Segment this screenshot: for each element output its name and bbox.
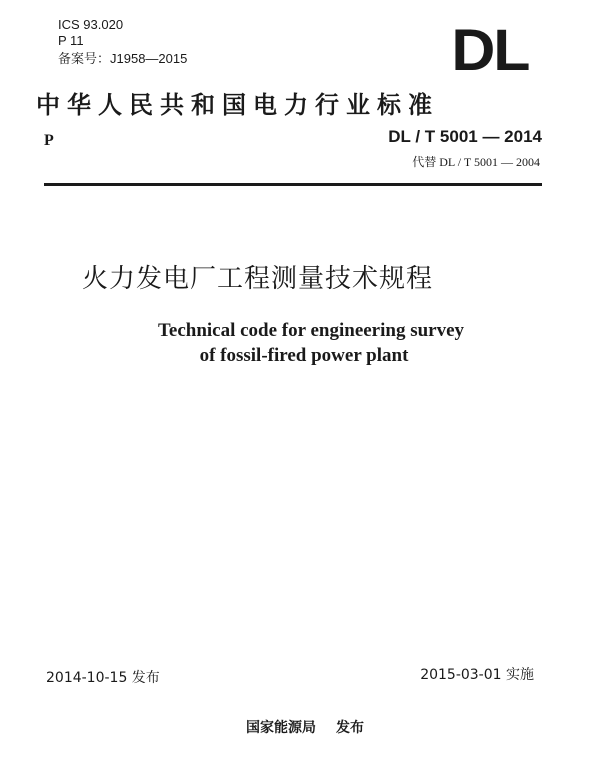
publisher (0, 717, 600, 737)
publisher-name: 国家能源局 (246, 720, 316, 736)
ccs-code: P 11 (58, 33, 84, 48)
classification-mark: P (44, 132, 54, 149)
publisher-action: 发布 (336, 720, 364, 736)
document-title-en-line2: of fossil-fired power plant (199, 345, 409, 366)
ics-code: ICS 93.020 (58, 17, 124, 32)
document-title-en-line1: Technical code for engineering survey (157, 320, 465, 341)
dl-logo: DL (451, 18, 528, 83)
document-title-cn: 火力发电厂工程测量技术规程 (82, 264, 434, 294)
issue-date: 2014-10-15 发布 (46, 670, 160, 686)
replaces-standard: 代替 DL / T 5001 — 2004 (412, 155, 540, 169)
filing-number: 备案号：J1958—2015 (58, 51, 188, 66)
standard-number: DL / T 5001 — 2014 (388, 127, 542, 146)
standard-title: 中华人民共和国电力行业标准 (36, 91, 439, 119)
header-divider (44, 183, 542, 186)
implementation-date: 2015-03-01 实施 (420, 667, 534, 683)
